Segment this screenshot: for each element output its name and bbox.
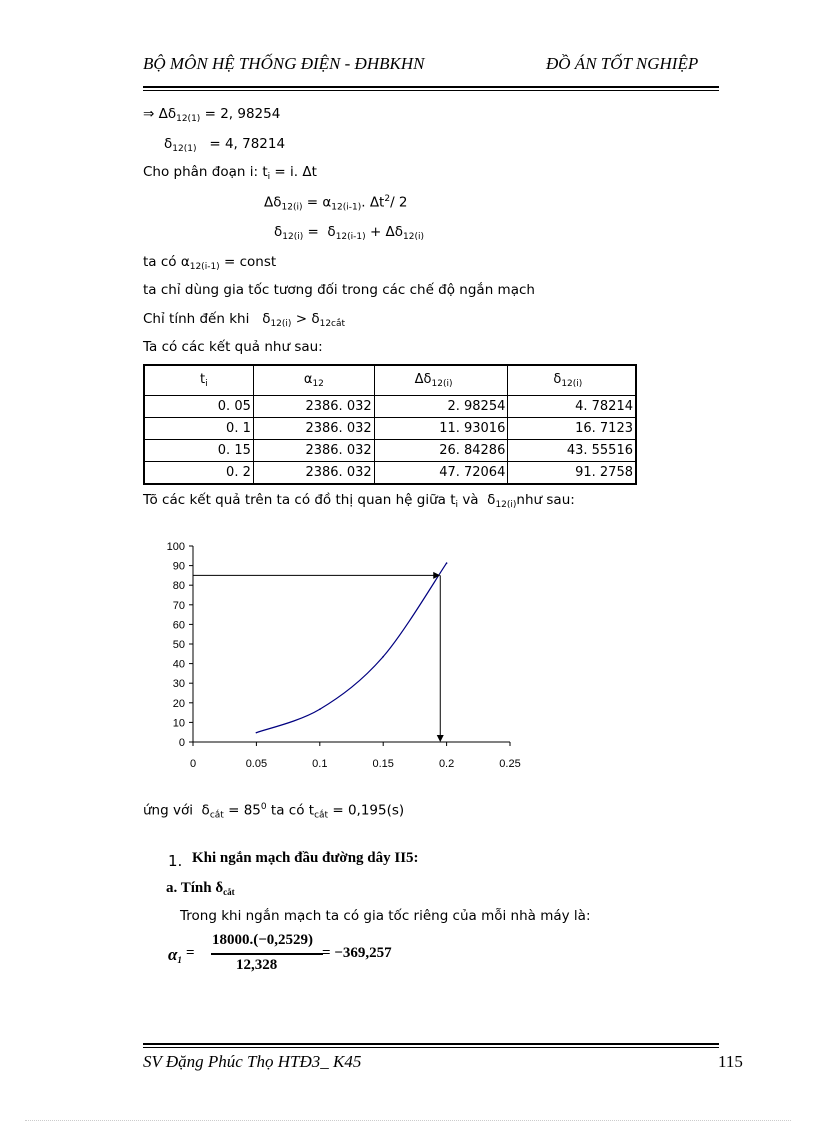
line-accel: ta chỉ dùng gia tốc tương đối trong các chế độ ngắn mạch — [143, 282, 535, 298]
y-tick-label: 100 — [166, 541, 185, 553]
formula-result: = −369,257 — [322, 945, 392, 961]
table-cell: 47. 72064 — [374, 462, 508, 485]
line-const: ta có $\alpha_{12(i-1)}$ = const — [143, 254, 277, 272]
table-cell: 91. 2758 — [508, 462, 636, 485]
vertical-arrowhead — [437, 735, 444, 742]
formula-denominator: 12,328 — [236, 957, 278, 973]
footer-rule-thin — [143, 1047, 719, 1048]
x-tick-label: 0 — [189, 758, 197, 770]
header-right: ĐỒ ÁN TỐT NGHIỆP — [546, 54, 699, 73]
table-cell: 0. 1 — [144, 418, 253, 440]
col-header-t: $t_i$ — [144, 365, 253, 396]
table-cell: 4. 78214 — [508, 396, 636, 418]
y-tick-label: 30 — [172, 678, 185, 691]
table-cell: 16. 7123 — [508, 418, 636, 440]
formula-delta-delta: $\Delta\delta_{12(i)} = \alpha_{12(i-1)}$. $\Delta t^2/$ 2 — [264, 194, 408, 213]
header-left: BỘ MÔN HỆ THỐNG ĐIỆN - ĐHBKHN — [143, 54, 425, 73]
line-segment: Cho phân đoạn i: $t_i = i$. Δt — [143, 164, 317, 182]
x-tick-label: 0.05 — [245, 758, 268, 770]
formula-lhs: $\alpha_1$ — [168, 945, 182, 965]
header-rule-thin — [143, 90, 719, 91]
delta-time-chart — [140, 530, 540, 780]
formula-numerator: 18000.(−0,2529) — [212, 932, 314, 948]
series-line — [256, 563, 446, 733]
data-point — [256, 732, 258, 734]
table-row — [144, 396, 636, 418]
col-header-delta-delta: $\Delta\delta_{12(i)}$ — [374, 365, 508, 396]
col-header-alpha: $\alpha_{12}$ — [253, 365, 374, 396]
line-results: Ta có các kết quả như sau: — [143, 339, 323, 355]
x-tick-label: 0.25 — [499, 758, 521, 770]
table-row — [144, 418, 636, 440]
table-cell: 2386. 032 — [253, 440, 374, 462]
x-tick-label: 0.1 — [312, 758, 328, 770]
line-plot-intro: Tõ các kết quả trên ta có đồ thị quan hệ giữa $t_i$ và $\delta_{12(i)}như$ sau: — [143, 492, 575, 510]
table-row — [144, 440, 636, 462]
table-cell: 26. 84286 — [374, 440, 508, 462]
x-tick-label: 0.15 — [372, 758, 394, 770]
data-point — [319, 708, 321, 710]
y-tick-label: 80 — [172, 580, 185, 593]
table-cell: 11. 93016 — [374, 418, 508, 440]
subsection-title: a. Tính $\delta_{cắt}$ — [166, 880, 235, 897]
section-title: Khi ngắn mạch đầu đường dây II5: — [192, 850, 419, 866]
page-edge — [25, 1120, 791, 1121]
footer-rule — [143, 1043, 719, 1045]
footer-author: SV Đặng Phúc Thọ HTĐ3_ K45 — [143, 1052, 362, 1071]
header-rule — [143, 86, 719, 88]
table-cell: 43. 55516 — [508, 440, 636, 462]
y-tick-label: 70 — [172, 599, 185, 612]
formula-eq: = — [186, 945, 195, 961]
table-row — [144, 462, 636, 485]
formula-delta: $\delta_{12(i)} = \delta_{12(i-1)} + \Delta\delta_{12(i)}$ — [274, 224, 425, 242]
y-tick-label: 90 — [172, 560, 185, 573]
table-cell: 2386. 032 — [253, 418, 374, 440]
line-response: ứng với $\delta_{cắt} = 85^0$ ta có $t_{cắt} = 0,195(s)$ — [143, 802, 405, 821]
line-d1: $\delta_{12(1)} = 4$, 78214 — [164, 136, 286, 154]
y-tick-label: 20 — [172, 697, 185, 710]
y-tick-label: 0 — [178, 737, 185, 749]
line-until: Chỉ tính đến khi $\delta_{12(i)} > \delta_{12cắt}$ — [143, 311, 346, 329]
page-number: 115 — [718, 1052, 743, 1071]
table-cell: 2386. 032 — [253, 396, 374, 418]
line-accel2: Trong khi ngắn mạch ta có gia tốc riêng của mỗi nhà máy là: — [180, 908, 591, 924]
y-tick-label: 60 — [172, 619, 185, 632]
y-tick-label: 40 — [172, 658, 185, 671]
x-tick-label: 0.2 — [438, 758, 455, 770]
table-cell: 0. 05 — [144, 396, 253, 418]
table-cell: 2. 98254 — [374, 396, 508, 418]
section-number: 1. — [168, 852, 183, 870]
y-tick-label: 10 — [172, 717, 185, 730]
results-table — [143, 364, 637, 485]
line-delta1: ⇒ $\Delta\delta_{12(1)} = 2$, 98254 — [143, 106, 281, 124]
table-cell: 0. 2 — [144, 462, 253, 485]
data-point — [446, 562, 448, 564]
col-header-delta: $\delta_{12(i)}$ — [508, 365, 636, 396]
table-cell: 2386. 032 — [253, 462, 374, 485]
data-point — [382, 656, 384, 658]
fraction-bar — [211, 953, 323, 955]
table-cell: 0. 15 — [144, 440, 253, 462]
y-tick-label: 50 — [172, 639, 185, 651]
table-header-row — [144, 365, 636, 396]
